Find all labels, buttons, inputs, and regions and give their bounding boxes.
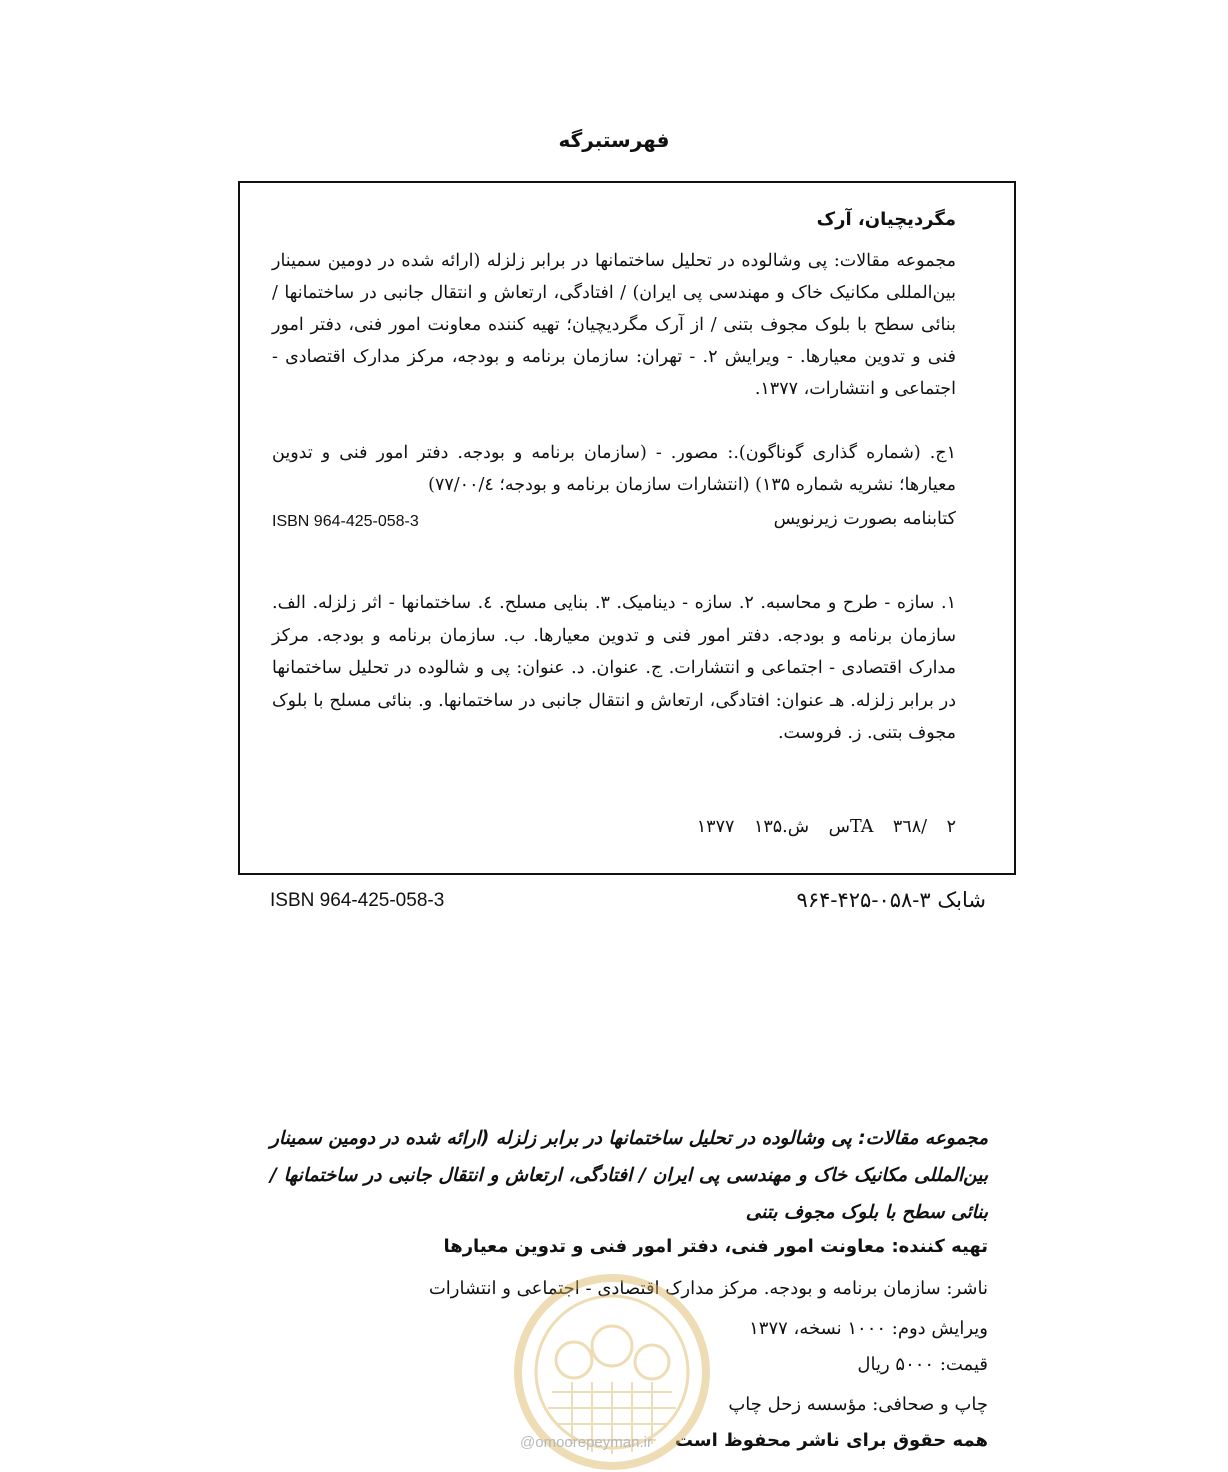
catalog-isbn: ISBN 964-425-058-3 [272, 513, 419, 530]
catalog-series: ۱ج. (شماره گذاری گوناگون).: مصور. - (سازمان برنامه و بودجه. دفتر امور فنی و تدوین معیارها؛ نشریه شماره ۱۳۵) (انتشارات سازمان برنامه و بودجه؛ ۷۷/۰۰/٤) [272, 443, 956, 495]
catalog-bibliography: کتابنامه بصورت زیرنویس [773, 509, 956, 529]
colophon-prepared-by: تهیه کننده: معاونت امور فنی، دفتر امور فنی و تدوین معیارها [443, 1236, 988, 1257]
colophon-printing: چاپ و صحافی: مؤسسه زحل چاپ [728, 1394, 988, 1415]
catalog-subjects: ۱. سازه - طرح و محاسبه. ۲. سازه - دینامیک. ۳. بنایی مسلح. ٤. ساختمانها - اثر زلزله. الف. سازمان برنامه و بودجه. دفتر امور فنی و تدوین معیارها. ب. سازمان برنامه و بودجه. مرکز مدارک اقتصادی - اجتماعی و انتشارات. ج. عنوان. د. عنوان: پی و شالوده در تحلیل ساختمانها در برابر زلزله. هـ عنوان: افتادگی، ارتعاش و انتقال جانبی در ساختمانها. و. بنائی مسلح با بلوک مجوف بتنی. ز. فروست. [272, 593, 956, 743]
colophon-title: مجموعه مقالات: پی وشالوده در تحلیل ساختمانها در برابر زلزله (ارائه شده در دومین سمینار بین‌المللی مکانیک خاک و مهندسی پی ایران / افتادگی، ارتعاش و انتقال جانبی در ساختمانها / بنائی سطح با بلوک مجوف بتنی [270, 1128, 988, 1223]
colophon-rights: همه حقوق برای ناشر محفوظ است [674, 1430, 988, 1451]
catalog-call-number: TA ۳٦۸/ ۲س ش.۱۳۵ ۱۳۷۷ [696, 817, 956, 837]
watermark-text: @omoorepeyman.ir [520, 1434, 652, 1451]
colophon-price: قیمت: ۵۰۰۰ ریال [857, 1354, 988, 1375]
isbn-persian: شابک ۳-۰۵۸-۴۲۵-۹۶۴ [796, 888, 986, 912]
catalog-card [238, 181, 1016, 875]
colophon-publisher: ناشر: سازمان برنامه و بودجه. مرکز مدارک اقتصادی - اجتماعی و انتشارات [428, 1278, 988, 1299]
page-title: فهرستبرگه [558, 128, 670, 152]
isbn-latin: ISBN 964-425-058-3 [270, 890, 445, 911]
catalog-main-entry: مجموعه مقالات: پی وشالوده در تحلیل ساختمانها در برابر زلزله (ارائه شده در دومین سمینار بین‌المللی مکانیک خاک و مهندسی پی ایران) / افتادگی، ارتعاش و انتقال جانبی در ساختمانها / بنائی سطح با بلوک مجوف بتنی / از آرک مگردیچیان؛ تهیه کننده معاونت امور فنی، دفتر امور فنی و تدوین معیارها. - ویرایش ۲. - تهران: سازمان برنامه و بودجه، مرکز مدارک اقتصادی - اجتماعی و انتشارات، ۱۳۷۷. [272, 251, 956, 399]
catalog-author: مگردیچیان، آرک [816, 209, 956, 230]
colophon-edition: ویرایش دوم: ۱۰۰۰ نسخه، ۱۳۷۷ [749, 1318, 988, 1339]
